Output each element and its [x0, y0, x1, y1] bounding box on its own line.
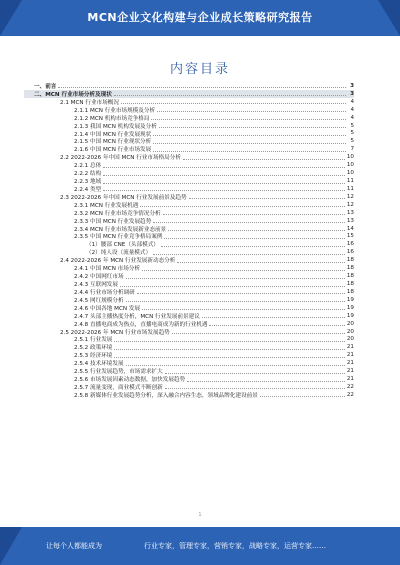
- toc-leader-dots: [189, 197, 345, 199]
- toc-entry-page: 13: [346, 209, 354, 216]
- toc-entry-page: 11: [346, 185, 354, 192]
- toc-entry-title: 2.4.5 网红规模分析: [74, 297, 124, 304]
- toc-entry-page: 18: [346, 257, 354, 264]
- toc-entry[interactable]: [24, 169, 354, 177]
- toc-entry-page: 16: [346, 241, 354, 248]
- toc-entry-title: 2.3 2022-2026 年中国 MCN 行业发展前景及趋势: [60, 194, 187, 201]
- toc-entry[interactable]: [24, 343, 354, 351]
- toc-entry-title: 2.4.7 头部主播热度分析，MCN 行业发展前景建议: [74, 313, 200, 320]
- toc-entry-page: 12: [346, 193, 354, 200]
- toc-entry[interactable]: [24, 248, 354, 256]
- toc-entry-title: 2.5.6 市场发展因素动态数据，加快发展趋势: [74, 377, 186, 384]
- toc-entry[interactable]: [24, 351, 354, 359]
- toc-entry[interactable]: [24, 161, 354, 169]
- toc-entry-page: 10: [346, 162, 354, 169]
- toc-entry[interactable]: [24, 367, 354, 375]
- toc-entry-title: 2.3.4 MCN 行业市场发展新业态前景: [74, 226, 167, 233]
- toc-entry[interactable]: [24, 264, 354, 272]
- toc-entry[interactable]: [24, 185, 354, 193]
- toc-leader-dots: [157, 110, 346, 112]
- toc-entry[interactable]: [24, 217, 354, 225]
- toc-entry-page: 21: [346, 376, 354, 383]
- toc-entry-title: 2.3.1 MCN 行业发展机遇: [74, 202, 139, 209]
- toc-leader-dots: [126, 300, 345, 302]
- toc-entry-page: 5: [350, 122, 354, 129]
- toc-entry-title: 2.2 2022-2026 年中国 MCN 行业市场格局分析: [60, 155, 181, 162]
- toc-entry[interactable]: [24, 383, 354, 391]
- toc-entry-page: 19: [346, 312, 354, 319]
- toc-entry[interactable]: [24, 177, 354, 185]
- toc-entry-page: 18: [346, 273, 354, 280]
- toc-entry-title: 2.4.6 中国各地 MCN 发展: [74, 305, 141, 312]
- toc-entry-page: 20: [346, 320, 354, 327]
- toc-entry-title: 2.1.5 中国 MCN 行业现状分析: [74, 139, 152, 146]
- toc-entry[interactable]: [24, 130, 354, 138]
- toc-leader-dots: [126, 277, 345, 279]
- toc-entry[interactable]: [24, 256, 354, 264]
- toc-entry-page: 22: [346, 383, 354, 390]
- toc-entry-page: 22: [346, 391, 354, 398]
- footer-slogan-left: 让每个人都能成为: [46, 542, 102, 550]
- toc-entry[interactable]: [24, 280, 354, 288]
- toc-leader-dots: [151, 118, 346, 120]
- toc-entry-page: 21: [346, 352, 354, 359]
- toc-entry-title: 2.1.6 中国 MCN 行业市场发展: [74, 147, 152, 154]
- toc-entry[interactable]: [24, 320, 354, 328]
- toc-leader-dots: [159, 126, 346, 128]
- toc-entry-title: 2.4.8 直播电商成为热点，直播电商成为新的行业机遇: [74, 321, 208, 328]
- toc-entry-title: 2.3.2 MCN 行业市场竞争情况分析: [74, 210, 161, 217]
- toc-leader-dots: [103, 189, 345, 191]
- toc-leader-dots: [114, 356, 344, 358]
- toc-leader-dots: [153, 253, 345, 255]
- toc-entry-page: 19: [346, 296, 354, 303]
- toc-entry-title: 2.1.1 MCN 行业市场规模及分析: [74, 107, 156, 114]
- toc-entry[interactable]: [24, 272, 354, 280]
- toc-entry[interactable]: [24, 233, 354, 241]
- toc-entry-page: 18: [346, 288, 354, 295]
- toc-entry-title: 2.3.3 中国 MCN 行业发展趋势: [74, 218, 152, 225]
- toc-entry-page: 4: [350, 106, 354, 113]
- footer-corner-decoration: [0, 527, 22, 565]
- toc-entry-title: （2）纯人设（流量模式）: [86, 250, 152, 257]
- toc-leader-dots: [165, 387, 345, 389]
- toc-entry-page: 16: [346, 249, 354, 256]
- toc-leader-dots: [153, 142, 346, 144]
- toc-entry-title: 2.4.2 中国网红市场: [74, 274, 124, 281]
- toc-leader-dots: [137, 292, 345, 294]
- toc-entry-page: 21: [346, 360, 354, 367]
- toc-entry[interactable]: [24, 98, 354, 106]
- toc-leader-dots: [153, 134, 346, 136]
- toc-entry-page: 18: [346, 265, 354, 272]
- toc-entry-page: 18: [346, 281, 354, 287]
- toc-entry[interactable]: [24, 304, 354, 312]
- toc-entry[interactable]: [24, 90, 354, 98]
- footer-slogan-right: 行业专家，管理专家，营销专家，战略专家，运营专家……: [144, 542, 326, 550]
- toc-leader-dots: [140, 205, 345, 207]
- header-corner-decoration-right: [378, 0, 400, 36]
- toc-entry-page: 20: [346, 336, 354, 343]
- toc-entry-page: 3: [350, 90, 354, 97]
- toc-entry-page: 21: [346, 368, 354, 375]
- toc-entry[interactable]: [24, 193, 354, 201]
- page-number: 1: [198, 512, 202, 518]
- toc-entry-title: 2.5.1 行业发展: [74, 337, 113, 344]
- toc-leader-dots: [142, 269, 345, 271]
- toc-leader-dots: [103, 182, 345, 184]
- toc-leader-dots: [164, 237, 344, 239]
- toc-leader-dots: [177, 261, 345, 263]
- toc-entry-title: （1）腰部 CNE（头部模式）: [86, 242, 159, 249]
- toc-entry[interactable]: [24, 114, 354, 122]
- toc-entry[interactable]: [24, 153, 354, 161]
- toc-entry-title: 2.4.1 中国 MCN 市场分析: [74, 266, 141, 273]
- toc-entry-page: 15: [346, 233, 354, 240]
- toc-entry-page: 12: [346, 201, 354, 208]
- toc-entry[interactable]: [24, 122, 354, 130]
- toc-leader-dots: [163, 213, 345, 215]
- toc-entry-page: 7: [350, 146, 354, 153]
- toc-leader-dots: [168, 229, 345, 231]
- toc-entry-page: 5: [350, 130, 354, 137]
- toc-leader-dots: [114, 348, 344, 350]
- toc-entry-page: 4: [350, 98, 354, 105]
- toc-leader-dots: [153, 150, 346, 152]
- toc-leader-dots: [114, 94, 346, 96]
- toc-entry-page: 10: [346, 170, 354, 177]
- toc-leader-dots: [103, 174, 345, 176]
- toc-leader-dots: [209, 324, 344, 326]
- toc-entry-title: 2.5.5 行业发展趋势，市场需求扩大: [74, 369, 163, 376]
- toc-entry-title: 2.2.2 结构: [74, 171, 102, 178]
- toc-entry-page: 19: [346, 304, 354, 311]
- toc-leader-dots: [260, 395, 345, 397]
- toc-entry-title: 2.2.1 总体: [74, 163, 102, 170]
- toc-entry[interactable]: [24, 328, 354, 336]
- toc-entry-title: 2.1 MCN 行业市场概况: [60, 99, 119, 106]
- toc-leader-dots: [202, 316, 345, 318]
- toc-entry-title: 2.2.4 类型: [74, 186, 102, 193]
- toc-entry-page: 21: [346, 344, 354, 351]
- toc-entry-page: 10: [346, 154, 354, 161]
- toc-entry-title: 2.4.4 行业市场分析调研: [74, 289, 135, 296]
- toc-entry-page: 4: [350, 114, 354, 121]
- toc-entry-page: 14: [346, 225, 354, 232]
- toc-entry-page: 20: [346, 328, 354, 335]
- footer-bar: [0, 527, 400, 565]
- toc-leader-dots: [126, 364, 345, 366]
- toc-leader-dots: [161, 245, 345, 247]
- toc-entry-title: 2.2.3 地域: [74, 179, 102, 185]
- toc-entry-title: 2.3.5 中国 MCN 行业竞争格局案例: [74, 234, 163, 241]
- toc-entry-title: 2.1.2 MCN 机构市场竞争格局: [74, 115, 150, 122]
- toc-entry[interactable]: [24, 312, 354, 320]
- toc-entry-title: 2.1.3 我国 MCN 机构发展及分析: [74, 123, 157, 130]
- toc-entry-title: 2.5.4 技术环境发展: [74, 361, 124, 368]
- toc-entry-title: 2.5.3 经济环境: [74, 353, 113, 360]
- toc-entry[interactable]: [24, 209, 354, 217]
- toc-entry[interactable]: [24, 288, 354, 296]
- toc-entry[interactable]: [24, 296, 354, 304]
- toc-entry-title: 2.5.8 新媒体行业发展趋势分析，深入融合内容生态，领域品牌化建设前景: [74, 392, 258, 399]
- toc-entry-title: 二、MCN 行业市场分析及现状: [34, 91, 112, 98]
- report-title: MCN企业文化构建与企业成长策略研究报告: [87, 11, 313, 24]
- toc-entry-page: 11: [346, 178, 354, 185]
- toc-entry-page: 5: [350, 138, 354, 145]
- toc-entry[interactable]: [24, 137, 354, 145]
- toc-entry-title: 2.4 2022-2026 年 MCN 行业发展新动态分析: [60, 258, 176, 265]
- toc-entry-title: 2.1.4 中国 MCN 行业发展现状: [74, 131, 152, 138]
- toc-entry-title: 2.5.2 政策环境: [74, 345, 113, 352]
- toc-entry-title: 一、前言: [34, 83, 57, 90]
- toc-entry[interactable]: [24, 106, 354, 114]
- toc-entry[interactable]: [24, 225, 354, 233]
- toc-leader-dots: [153, 221, 345, 223]
- toc-leader-dots: [165, 372, 345, 374]
- toc-entry-title: 2.4.3 互联网发展: [74, 282, 118, 288]
- toc-entry-page: 13: [346, 217, 354, 224]
- toc-leader-dots: [114, 340, 344, 342]
- toc-entry[interactable]: [24, 240, 354, 248]
- toc-entry[interactable]: [24, 201, 354, 209]
- report-header-bar: [0, 0, 400, 36]
- toc-heading: 内容目录: [169, 62, 230, 77]
- toc-entry[interactable]: [24, 145, 354, 153]
- toc-entry[interactable]: [24, 82, 354, 90]
- toc-leader-dots: [103, 166, 345, 168]
- toc-entry-title: 2.5 2022-2026 年 MCN 行业市场发展趋势: [60, 329, 170, 336]
- toc-leader-dots: [121, 102, 346, 104]
- toc-entry[interactable]: [24, 336, 354, 344]
- toc-leader-dots: [187, 380, 345, 382]
- toc-entry-title: 2.5.7 流量变现，商业模式不断创新: [74, 385, 163, 391]
- toc-leader-dots: [120, 285, 345, 287]
- header-corner-decoration-left: [0, 0, 22, 36]
- table-of-contents: [24, 82, 354, 399]
- toc-entry[interactable]: [24, 359, 354, 367]
- toc-leader-dots: [142, 308, 345, 310]
- toc-leader-dots: [58, 86, 346, 88]
- toc-leader-dots: [172, 332, 345, 334]
- toc-entry-page: 3: [350, 82, 354, 89]
- toc-entry[interactable]: [24, 391, 354, 399]
- toc-entry[interactable]: [24, 375, 354, 383]
- toc-leader-dots: [183, 158, 345, 160]
